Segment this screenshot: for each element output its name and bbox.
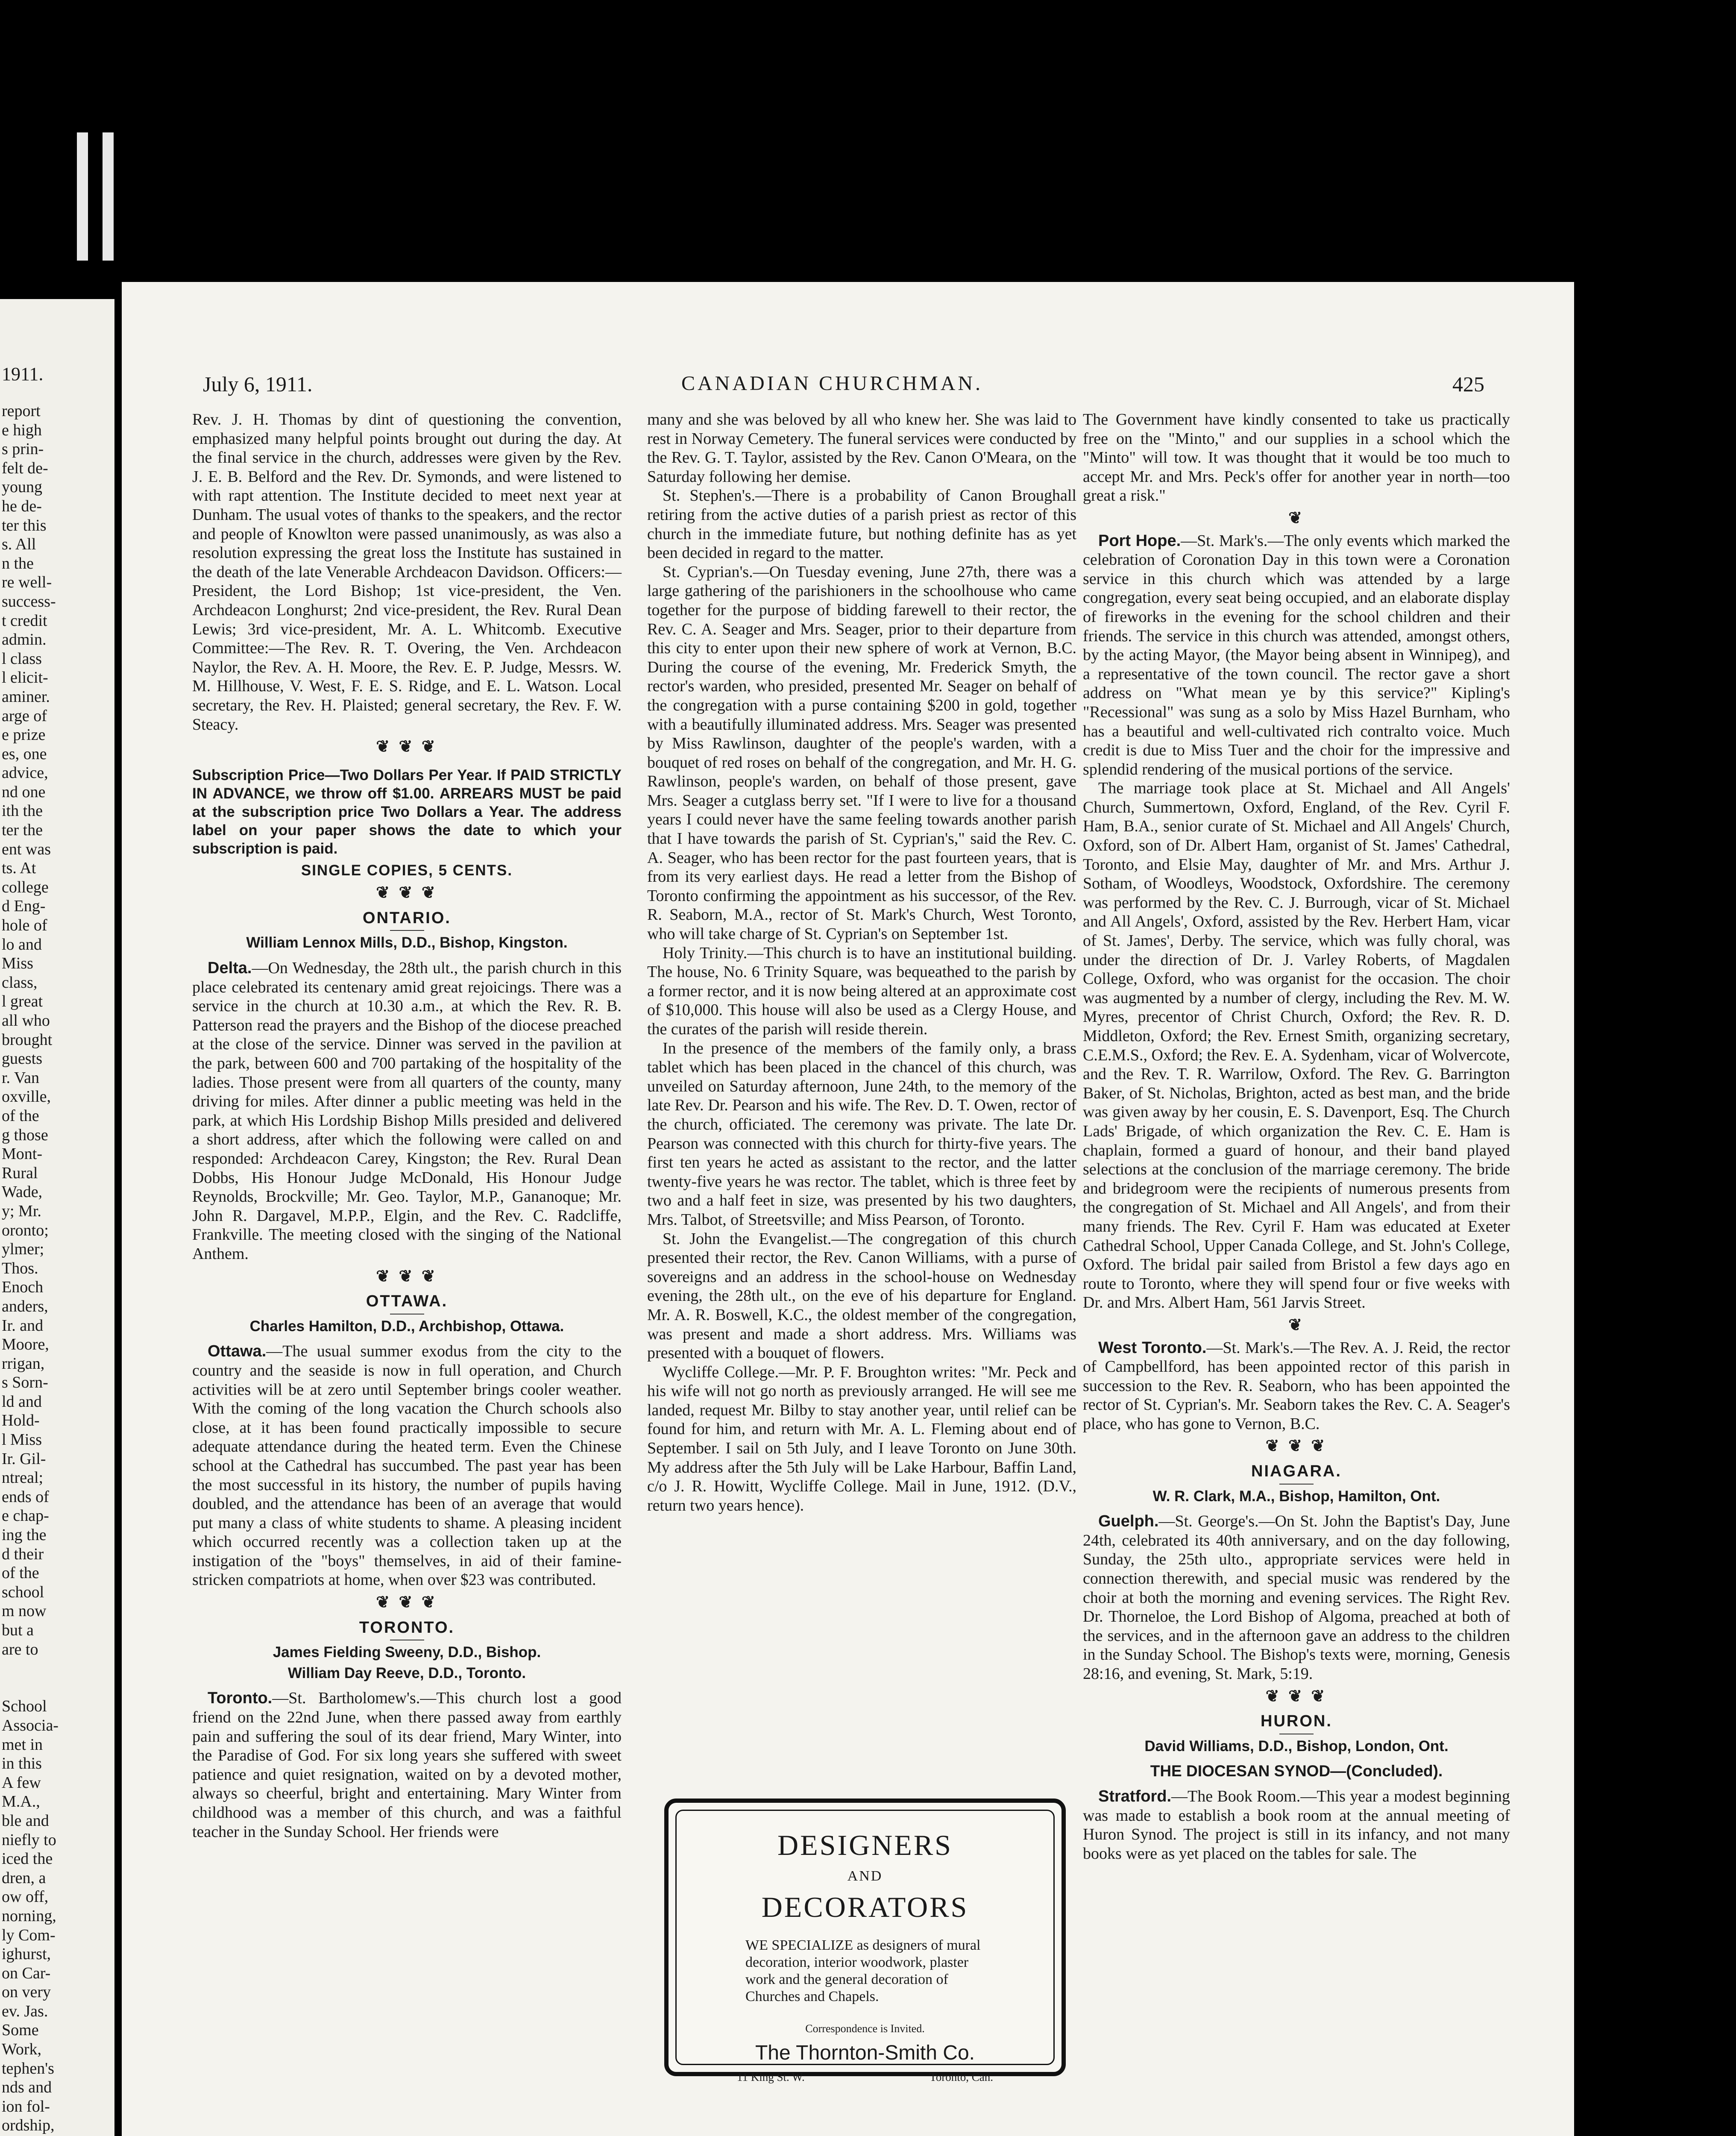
previous-page-year: 1911. bbox=[2, 364, 44, 384]
previous-page-line: ter the bbox=[2, 821, 43, 839]
previous-page-line: success- bbox=[2, 592, 56, 610]
place-name: Port Hope. bbox=[1098, 531, 1181, 550]
previous-page-line: niefly to bbox=[2, 1831, 56, 1849]
masthead-title: CANADIAN CHURCHMAN. bbox=[681, 372, 983, 395]
paragraph-text: —The Book Room.—This year a modest beginning was made to establish a book room at the annual meeting of Huron Synod. The project is still in its infancy, and not many books were as yet placed on the tables for sale. The bbox=[1083, 1787, 1510, 1863]
previous-page-line: brought bbox=[2, 1030, 53, 1049]
ottawa-paragraph bbox=[192, 1342, 622, 1590]
paragraph-text: —St. George's.—On St. John the Baptist's Day, June 24th, celebrated its 40th anniversary, and on the day following, Sunday, the 25th ulto., appropriate services were held in connection therewith, and special music was rendered by the choir at both the morning and evening services. The Right Rev. Dr. Thorneloe, the Lord Bishop of Algoma, preached at both of the services, and in the afternoon gave an address to the children in the Sunday School. The Bishop's texts were, morning, Genesis 28:16, and evening, St. Mark, 5:19. bbox=[1083, 1512, 1510, 1683]
previous-page-line: oxville, bbox=[2, 1088, 51, 1106]
place-name: West Toronto. bbox=[1098, 1338, 1207, 1357]
government-paragraph: The Government have kindly consented to take us practically free on the "Minto," and our supplies in a school which the "Minto" will tow. It was thought that it would be too much to accept Mr. and Mrs. Peck's offer for another year in north—too great a risk." bbox=[1083, 411, 1510, 505]
previous-page-line: r. Van bbox=[2, 1068, 39, 1087]
subscription-notice: Subscription Price—Two Dollars Per Year. If PAID STRICTLY IN ADVANCE, we throw off $1.00. ARREARS MUST be paid at the subscription price Two Dollars a Year. The address label on your paper shows the date to which your subscription is paid. bbox=[192, 766, 622, 857]
previous-page-line: Work, bbox=[2, 2040, 41, 2059]
previous-page-line: l elicit- bbox=[2, 669, 48, 687]
previous-page-line: Moore, bbox=[2, 1335, 49, 1354]
previous-page-line: ends of bbox=[2, 1488, 49, 1506]
place-name: Ottawa. bbox=[208, 1342, 267, 1361]
section-heading-huron: HURON. bbox=[1261, 1712, 1332, 1731]
previous-page-line: ing the bbox=[2, 1526, 47, 1544]
page-number: 425 bbox=[1452, 372, 1484, 396]
bishop-line-toronto-2: William Day Reeve, D.D., Toronto. bbox=[287, 1664, 526, 1681]
previous-page-line: ent was bbox=[2, 840, 51, 858]
previous-page-line: s. All bbox=[2, 535, 36, 554]
previous-page-line: Wade, bbox=[2, 1183, 43, 1201]
previous-page-line: oronto; bbox=[2, 1221, 49, 1239]
previous-page-line: m now bbox=[2, 1602, 47, 1620]
single-copies-notice: SINGLE COPIES, 5 CENTS. bbox=[301, 862, 513, 879]
previous-page-line: y; Mr. bbox=[2, 1202, 41, 1220]
previous-page-line: M.A., bbox=[2, 1793, 40, 1811]
previous-page-line: ion fol- bbox=[2, 2097, 50, 2115]
previous-page-line: on very bbox=[2, 1983, 51, 2001]
marriage-paragraph: The marriage took place at St. Michael and All Angels' Church, Summertown, Oxford, England, of the Rev. Cyril F. Ham, B.A., senior curate of St. Michael and All Angels' Church, Oxford, son of Dr. Albert Ham, organist of St. James' Cathedral, Toronto, and Elsie May, daughter of Mr. and Mrs. Arthur J. Sotham, of Woodleys, Woodstock, Oxfordshire. The ceremony was performed by the Rev. C. J. Burrough, vicar of St. Michael and All Angels', Oxford, assisted by the Rev. Herbert Ham, vicar of St. James', Derby. The service, which was fully choral, was under the direction of Dr. J. Varley Roberts, of Magdalen College, Oxford, who was organist for the occasion. The choir was augmented by a number of clergy, including the Rev. M. W. Myres, precentor of Christ Church, Oxford; the Rev. R. D. Middleton, Oxford; the Rev. Ernest Smith, organizing secretary, C.E.M.S., Oxford; the Rev. E. A. Sydenham, vicar of Wolvercote, and the Rev. T. R. Warrilow, Oxford. The Rev. G. Barrington Baker, of St. Nicholas, Brighton, acted as best man, and the bride was given away by her cousin, E. S. Davenport, Esq. The Church Lads' Brigade, of which organization the Rev. C. E. Ham is chaplain, formed a guard of honour, and their band played selections at the conclusion of the marriage ceremony. The bride and bridegroom were the recipients of numerous presents from the congregation of St. Michael and All Angels', and from their many friends. The Rev. Cyril F. Ham was educated at Exeter Cathedral School, Upper Canada College, and St. John's College, Oxford. The bridal pair sailed from Bristol a few days ago en route to Toronto, where they will spend four or five weeks with Dr. and Mrs. Albert Ham, 561 Jarvis Street. bbox=[1083, 779, 1510, 1312]
wycliffe-paragraph: Wycliffe College.—Mr. P. F. Broughton writes: "Mr. Peck and his wife will not go north as previously arranged. He will see me landed, request Mr. Bilby to stay another year, until relief can be found for him, and return with Mr. A. L. Fleming about end of September. I sail on 5th July, and I leave Toronto on June 30th. My address after the 5th July will be Lake Harbour, Baffin Land, c/o J. R. Howitt, Wycliffe College. Mail in June, 1912. (D.V., return two years hence). bbox=[647, 1363, 1076, 1514]
previous-page-line: A few bbox=[2, 1773, 41, 1792]
column-3 bbox=[1083, 410, 1510, 1863]
previous-page-line: re well- bbox=[2, 573, 52, 592]
previous-page-line: es, one bbox=[2, 745, 47, 763]
newspaper-page bbox=[122, 282, 1574, 2136]
ornament-divider: ❦ ❦ ❦ bbox=[1265, 1687, 1328, 1705]
section-rule bbox=[390, 930, 424, 931]
issue-date: July 6, 1911. bbox=[203, 372, 313, 396]
previous-page-line: ly Com- bbox=[2, 1926, 56, 1944]
previous-page-line: ordship, bbox=[2, 2116, 55, 2135]
ad-specialize-text: WE SPECIALIZE as designers of mural decoration, interior woodwork, plaster work and the general decoration of Churches and Chapels. bbox=[745, 1937, 981, 2004]
section-heading-ottawa: OTTAWA. bbox=[366, 1292, 448, 1311]
previous-page-line: l class bbox=[2, 649, 42, 668]
holy-trinity-paragraph: Holy Trinity.—This church is to have an institutional building. The house, No. 6 Trinity Square, was bequeathed to the parish by a former rector, and it is now being altered at an approximate cost of $10,000. This house will also be used as a Clergy House, and the curates of the parish will reside therein. bbox=[647, 944, 1076, 1038]
previous-page-line: ighurst, bbox=[2, 1945, 51, 1963]
delta-paragraph bbox=[192, 959, 622, 1264]
previous-page-line: e high bbox=[2, 421, 42, 439]
ornament-divider: ❦ ❦ ❦ bbox=[376, 884, 438, 902]
previous-page-line: on Car- bbox=[2, 1964, 51, 1982]
ad-correspondence: Correspondence is Invited. bbox=[805, 2022, 925, 2035]
previous-page-line: school bbox=[2, 1583, 44, 1601]
previous-page-line: School bbox=[2, 1697, 47, 1716]
previous-page-line: hole of bbox=[2, 916, 47, 935]
previous-page-line: e prize bbox=[2, 726, 46, 744]
previous-page-line: college bbox=[2, 878, 49, 896]
previous-page-line: all who bbox=[2, 1012, 50, 1030]
previous-page-line: ow off, bbox=[2, 1888, 49, 1906]
previous-page-line: anders, bbox=[2, 1297, 48, 1315]
ornament-divider: ❦ ❦ ❦ bbox=[1265, 1437, 1328, 1455]
previous-page-line: Ir. and bbox=[2, 1316, 44, 1335]
previous-page-line: Mont- bbox=[2, 1145, 42, 1163]
previous-page-line: nd one bbox=[2, 783, 46, 801]
previous-page-line: Thos. bbox=[2, 1259, 38, 1277]
previous-page-line: report bbox=[2, 402, 41, 420]
previous-page-line bbox=[2, 1678, 113, 1697]
previous-page-line: d Eng- bbox=[2, 897, 46, 915]
previous-page-line: dren, a bbox=[2, 1869, 46, 1887]
previous-page-line: are to bbox=[2, 1640, 38, 1658]
previous-page-line: class, bbox=[2, 973, 38, 992]
place-name: Delta. bbox=[208, 959, 252, 977]
previous-page-line: ylmer; bbox=[2, 1240, 44, 1259]
previous-page-line: advice, bbox=[2, 764, 48, 782]
previous-page-line: of the bbox=[2, 1106, 39, 1125]
st-stephens-paragraph: St. Stephen's.—There is a probability of Canon Broughall retiring from the active duties of a parish priest as rector of this church in the immediate future, but nothing definite has as yet been decided in regard to the matter. bbox=[647, 487, 1076, 562]
previous-page-line: Hold- bbox=[2, 1411, 40, 1430]
column-1 bbox=[192, 410, 622, 1841]
previous-page-line: but a bbox=[2, 1621, 34, 1639]
section-heading-niagara: NIAGARA. bbox=[1251, 1462, 1342, 1481]
binding-bar-left bbox=[77, 132, 88, 261]
previous-page-line: g those bbox=[2, 1126, 48, 1144]
place-name: Stratford. bbox=[1098, 1787, 1171, 1805]
synod-heading: THE DIOCESAN SYNOD—(Concluded). bbox=[1150, 1762, 1443, 1780]
ad-street: 11 King St. W. bbox=[737, 2071, 805, 2083]
previous-page-line: n the bbox=[2, 554, 34, 572]
previous-page-line: iced the bbox=[2, 1850, 53, 1868]
previous-page-line: arge of bbox=[2, 707, 47, 725]
previous-page-line: ev. Jas. bbox=[2, 2002, 48, 2020]
ad-firm-name: The Thornton-Smith Co. bbox=[755, 2042, 975, 2064]
place-name: Toronto. bbox=[208, 1689, 273, 1708]
previous-page-line: guests bbox=[2, 1050, 42, 1068]
previous-page-line: ntreal; bbox=[2, 1469, 44, 1487]
knowlton-institute-paragraph: Rev. J. H. Thomas by dint of questioning the convention, emphasized many helpful points brought out during the day. At the final service in the church, addresses were given by the Rev. J. E. B. Belford and the Rev. Dr. Symonds, and were listened to with rapt attention. The Institute decided to meet next year at Dunham. The usual votes of thanks to the speakers, and the rector and people of Knowlton were passed unanimously, as was also a resolution expressing the great loss the Institute has sustained in the death of the late Venerable Archdeacon Davidson. Officers:—President, the Lord Bishop; 1st vice-president, the Ven. Archdeacon Longhurst; 2nd vice-president, the Rev. Rural Dean Lewis; 3rd vice-president, Mr. A. L. Whitcomb. Executive Committee:—The Rev. R. T. Overing, the Ven. Archdeacon Naylor, the Rev. A. H. Moore, the Rev. E. P. Judge, Messrs. W. M. Hillhouse, V. West, F. E. S. Ridge, and E. L. Watson. Local secretary, the Rev. H. Plaisted; general secretary, the Rev. F. W. Steacy. bbox=[192, 411, 622, 734]
stratford-paragraph bbox=[1083, 1787, 1510, 1863]
previous-page-line: s Sorn- bbox=[2, 1373, 48, 1392]
ad-headline-decorators: DECORATORS bbox=[761, 1891, 969, 1923]
bishop-line-niagara: W. R. Clark, M.A., Bishop, Hamilton, Ont. bbox=[1152, 1488, 1440, 1505]
previous-page-line: in this bbox=[2, 1755, 42, 1773]
advertisement-thornton-smith bbox=[664, 1799, 1066, 2083]
ornament-divider: ❦ ❦ ❦ bbox=[376, 1267, 438, 1285]
previous-page-line: of the bbox=[2, 1564, 39, 1582]
section-rule bbox=[1279, 1484, 1314, 1485]
previous-page-line: nds and bbox=[2, 2078, 52, 2097]
previous-page-text bbox=[2, 402, 113, 2136]
bishop-line-ontario: William Lennox Mills, D.D., Bishop, Kingston. bbox=[246, 934, 568, 951]
previous-page-line: t credit bbox=[2, 611, 47, 630]
previous-page-line: he de- bbox=[2, 497, 42, 515]
bishop-line-huron: David Williams, D.D., Bishop, London, Ont. bbox=[1144, 1737, 1449, 1755]
st-cyprians-paragraph: St. Cyprian's.—On Tuesday evening, June 27th, there was a large gathering of the parishioners in the schoolhouse who came together for the purpose of bidding farewell to their rector, the Rev. C. A. Seager and Mrs. Seager, prior to their departure from this city to enter upon their new sphere of work at Vernon, B.C. During the course of the evening, Mr. Frederick Smyth, the rector's warden, who presided, presented Mr. Seager on behalf of the congregation with a purse containing $200 in gold, together with a beautifully illuminated address. Mrs. Seager was presented by Miss Rawlinson, daughter of the people's warden, with a bouquet of red roses on behalf of the congregation, and Mr. H. G. Rawlinson, people's warden, on behalf of those present, gave Mrs. Seager a cutglass berry set. "If I were to live for a thousand years I could never have the same feeling towards another parish that I have towards the parish of St. Cyprian's," said the Rev. C. A. Seager, who has been rector for the past fourteen years, that is from its very earliest days. He read a letter from the Bishop of Toronto confirming the appointment as his successor, of the Rev. R. Seaborn, M.A., rector of St. Mark's Church, West Toronto, who will take charge of St. Cyprian's on September 1st. bbox=[647, 563, 1076, 943]
bishop-line-toronto-1: James Fielding Sweeny, D.D., Bishop. bbox=[273, 1644, 541, 1661]
previous-page-line: ter this bbox=[2, 516, 47, 534]
previous-page-line: lo and bbox=[2, 935, 42, 954]
ad-headline-and: AND bbox=[847, 1868, 883, 1884]
previous-page-line: tephen's bbox=[2, 2059, 54, 2077]
paragraph-text: —St. Mark's.—The Rev. A. J. Reid, the rector of Campbellford, has been appointed rector of this parish in succession to the Rev. R. Seaborn, who has been appointed the rector of St. Cyprian's. Mr. Seaborn takes the Rev. C. A. Seager's place, who has gone to Vernon, B.C. bbox=[1083, 1338, 1510, 1433]
previous-page-line: ith the bbox=[2, 802, 43, 820]
previous-page-line: Some bbox=[2, 2021, 39, 2039]
ornament-divider: ❦ ❦ ❦ bbox=[376, 738, 438, 756]
toronto-paragraph bbox=[192, 1689, 622, 1841]
previous-page-fragment bbox=[0, 299, 114, 2136]
funeral-paragraph: many and she was beloved by all who knew her. She was laid to rest in Norway Cemetery. The funeral services were conducted by the Rev. G. T. Taylor, assisted by the Rev. Canon O'Meara, on the Saturday following her demise. bbox=[647, 411, 1076, 486]
ornament-divider: ❦ ❦ ❦ bbox=[376, 1593, 438, 1612]
previous-page-line: ts. At bbox=[2, 859, 36, 877]
previous-page-line: d their bbox=[2, 1545, 44, 1563]
previous-page-line: Enoch bbox=[2, 1278, 44, 1297]
paragraph-text: —The usual summer exodus from the city to the country and the seaside is now in full operation, and Church activities will be at zero until September brings cooler weather. With the coming of the long vacation the Church schools also close, at it has been found practically impossible to secure adequate attendance during the heated term. Even the Chinese school at the Cathedral has succumbed. The past year has been the most successful in its history, the number of pupils having doubled, and the attendance has been of an average that would put many a class of white students to shame. A pleasing incident which occurred recently was a collection taken up at the instigation of the "boys" themselves, in aid of their famine-stricken compatriots at home, when over $23 was contributed. bbox=[192, 1342, 622, 1589]
previous-page-line: ld and bbox=[2, 1392, 42, 1411]
column-2 bbox=[647, 410, 1076, 1515]
ad-headline-designers: DESIGNERS bbox=[777, 1829, 953, 1861]
previous-page-line: l great bbox=[2, 992, 43, 1011]
previous-page-line: rrigan, bbox=[2, 1354, 45, 1373]
previous-page-line: Rural bbox=[2, 1164, 38, 1182]
paragraph-text: —St. Bartholomew's.—This church lost a good friend on the 22nd June, when there passed away from earthly pain and suffering the soul of its dear friend, Mary Winter, into the Paradise of God. For six long years she suffered with sweet patience and quiet resignation, waited on by a devoted mother, always so cheerful, bright and entertaining. Mary Winter from childhood was a member of this church, and was a faithful teacher in the Sunday School. Her friends were bbox=[192, 1689, 622, 1841]
previous-page-line bbox=[2, 1659, 113, 1678]
west-toronto-paragraph bbox=[1083, 1338, 1510, 1434]
guelph-paragraph bbox=[1083, 1512, 1510, 1683]
previous-page-line: norning, bbox=[2, 1907, 56, 1925]
previous-page-line: felt de- bbox=[2, 459, 48, 477]
bishop-line-ottawa: Charles Hamilton, D.D., Archbishop, Ottawa. bbox=[249, 1317, 564, 1335]
previous-page-line: aminer. bbox=[2, 687, 50, 706]
previous-page-line: Ir. Gil- bbox=[2, 1449, 46, 1468]
previous-page-line: e chap- bbox=[2, 1507, 49, 1525]
previous-page-line: Miss bbox=[2, 954, 33, 973]
previous-page-line: met in bbox=[2, 1735, 43, 1754]
brass-tablet-paragraph: In the presence of the members of the family only, a brass tablet which has been placed in the chancel of this church, was unveiled on Saturday afternoon, June 24th, to the memory of the late Rev. Dr. Pearson and his wife. The Rev. D. T. Owen, rector of the church, officiated. The ceremony was private. The late Dr. Pearson was connected with this church for thirty-five years. The first ten years he acted as assistant to the rector, and the latter twenty-five years he was rector. The tablet, which is three feet by two and a half feet in size, was presented by his two daughters, Mrs. Talbot, of Streetsville; and Miss Pearson, of Toronto. bbox=[647, 1039, 1076, 1229]
section-heading-toronto: TORONTO. bbox=[359, 1618, 455, 1637]
previous-page-line: l Miss bbox=[2, 1431, 42, 1449]
port-hope-paragraph bbox=[1083, 531, 1510, 779]
previous-page-line: Associa- bbox=[2, 1716, 59, 1734]
paragraph-text: —On Wednesday, the 28th ult., the parish church in this place celebrated its centenary amid great rejoicings. There was a service in the church at 10.30 a.m., at which the Rev. R. B. Patterson read the prayers and the Bishop of the diocese preached at the close of the service. Dinner was served in the pavilion at the park, between 600 and 700 partaking of the hospitality of the ladies. Those present were from all quarters of the county, many driving for miles. After dinner a public meeting was held in the park, at which His Lordship Bishop Mills presided and delivered a short address, after which the following were called on and responded: Archdeacon Carey, Kingston; the Rev. Rural Dean Dobbs, His Honour Judge McDonald, His Honour Judge Reynolds, Brockville; Mr. Geo. Taylor, M.P., Gananoque; Mr. John R. Dargavel, M.P.P., Elgin, and the Rev. C. Radcliffe, Frankville. The meeting closed with the singing of the National Anthem. bbox=[192, 959, 622, 1263]
previous-page-line: admin. bbox=[2, 631, 47, 649]
section-heading-ontario: ONTARIO. bbox=[363, 909, 451, 927]
ornament-small: ❦ bbox=[1288, 1316, 1305, 1334]
ad-address-line bbox=[737, 2071, 993, 2084]
ad-inner-border bbox=[675, 1810, 1055, 2065]
ornament-small: ❦ bbox=[1288, 509, 1305, 527]
place-name: Guelph. bbox=[1098, 1512, 1159, 1531]
previous-page-line: s prin- bbox=[2, 440, 44, 458]
st-john-paragraph: St. John the Evangelist.—The congregation of this church presented their rector, the Rev. Canon Williams, with a purse of sovereigns and an address in the school-house on Wednesday evening, the 28th ult., on the eve of his departure for England. Mr. A. R. Boswell, K.C., the oldest member of the congregation, was present and made a short address. Mrs. Williams was presented with a bouquet of flowers. bbox=[647, 1229, 1076, 1362]
ad-city: Toronto, Can. bbox=[930, 2071, 993, 2083]
paragraph-text: —St. Mark's.—The only events which marked the celebration of Coronation Day in this town were a Coronation service in this church which was attended by a large congregation, every seat being occupied, and an elaborate display of fireworks in the evening for the school children and their friends. The service in this church was attended, amongst others, by the acting Mayor, (the Mayor being absent in Winnipeg), and a representative of the town council. The rector gave a short address on "What mean ye by this service?" Kipling's "Recessional" was sung as a solo by Miss Hazel Burnham, who has a beautiful and well-cultivated rich contralto voice. Much credit is due to Miss Tuer and the choir for the impressive and splendid rendering of the musical portions of the service. bbox=[1083, 531, 1510, 778]
binding-bar-right bbox=[103, 132, 114, 261]
previous-page-line: young bbox=[2, 478, 42, 496]
previous-page-line: ble and bbox=[2, 1811, 49, 1830]
